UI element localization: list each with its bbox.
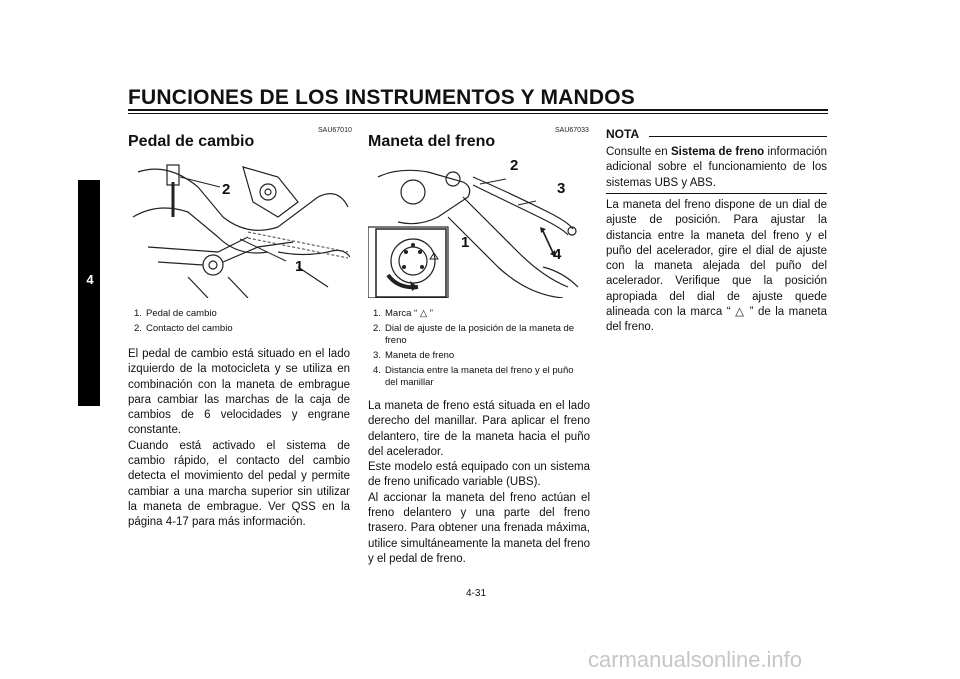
section-title-brake-lever: Maneta del freno (368, 133, 496, 150)
callout-1: 1 (461, 234, 470, 251)
paragraph: La maneta de freno está situada en el lado derecho del manillar. Para aplicar el freno delantero, tire de la maneta hacia el puño del acelerador. (368, 400, 590, 458)
callout-2: 2 (222, 181, 231, 198)
legend-item: 2. Contacto del cambio (134, 323, 233, 334)
header-rule-thin (128, 113, 828, 114)
paragraph: Al accionar la maneta del freno actúan el freno delantero y una parte del freno trasero. Para obtener una frenada máxima, utilice simultáneamente la maneta del freno y el pedal de freno. (368, 491, 590, 565)
shift-pedal-illustration (128, 157, 350, 298)
section-title-shift-pedal: Pedal de cambio (128, 133, 255, 150)
callout-1: 1 (295, 258, 304, 275)
callout-4: 4 (553, 246, 562, 263)
header-rule (128, 109, 828, 111)
legend-item: 2. Dial de ajuste de la posición de la maneta de freno (373, 323, 575, 346)
paragraph: Este modelo está equipado con un sistema de freno unificado variable (UBS). (368, 461, 590, 489)
legend-item: 1. Marca “ △ ” (373, 308, 433, 319)
body-text: La maneta del freno dispone de un dial de ajuste de posición. Para ajustar la distancia entre la maneta del freno y el puño del acelerador, gire el dial de ajuste con la maneta alejada del puño del acelerador. Verifique que la posición apropiada del dial de ajuste quede alineada con la marca “ △ ” de la maneta del freno. (606, 199, 827, 334)
chapter-tab (78, 180, 100, 406)
section-code: SAU67033 (555, 127, 589, 134)
callout-3: 3 (557, 180, 566, 197)
figure-legend (134, 308, 348, 338)
note-rule (649, 136, 827, 137)
page-header-title: FUNCIONES DE LOS INSTRUMENTOS Y MANDOS (128, 86, 635, 109)
callout-2: 2 (510, 157, 519, 174)
paragraph: El pedal de cambio está situado en el lado izquierdo de la motocicleta y se utiliza en combinación con la maneta de embrague para cambiar las marchas de la caja de cambios de 6 velocidades y engrane constante. (128, 348, 350, 437)
legend-item: 4. Distancia entre la maneta del freno y el puño del manillar (373, 365, 574, 388)
legend-item: 3. Maneta de freno (373, 350, 455, 361)
page-number: 4-31 (466, 588, 487, 599)
figure-legend (373, 308, 587, 392)
note-text: Consulte en Sistema de freno información adicional sobre el funcionamiento de los sistemas UBS y ABS. (606, 146, 828, 189)
watermark: carmanualsonline.info (588, 647, 803, 672)
legend-item: 1. Pedal de cambio (134, 308, 217, 319)
note-label: NOTA (606, 127, 640, 141)
brake-lever-illustration (368, 157, 590, 298)
note-end-rule (606, 193, 827, 194)
section-code: SAU67010 (318, 127, 352, 134)
chapter-tab-number: 4 (86, 272, 94, 287)
body-text (368, 399, 590, 567)
paragraph: Cuando está activado el sistema de cambio rápido, el contacto del cambio detecta el movimiento del pedal y permite cambiar a una marcha superior sin utilizar la maneta de embrague. Ver QSS en la página 4-17 para más información. (128, 439, 350, 529)
body-text (128, 347, 350, 531)
